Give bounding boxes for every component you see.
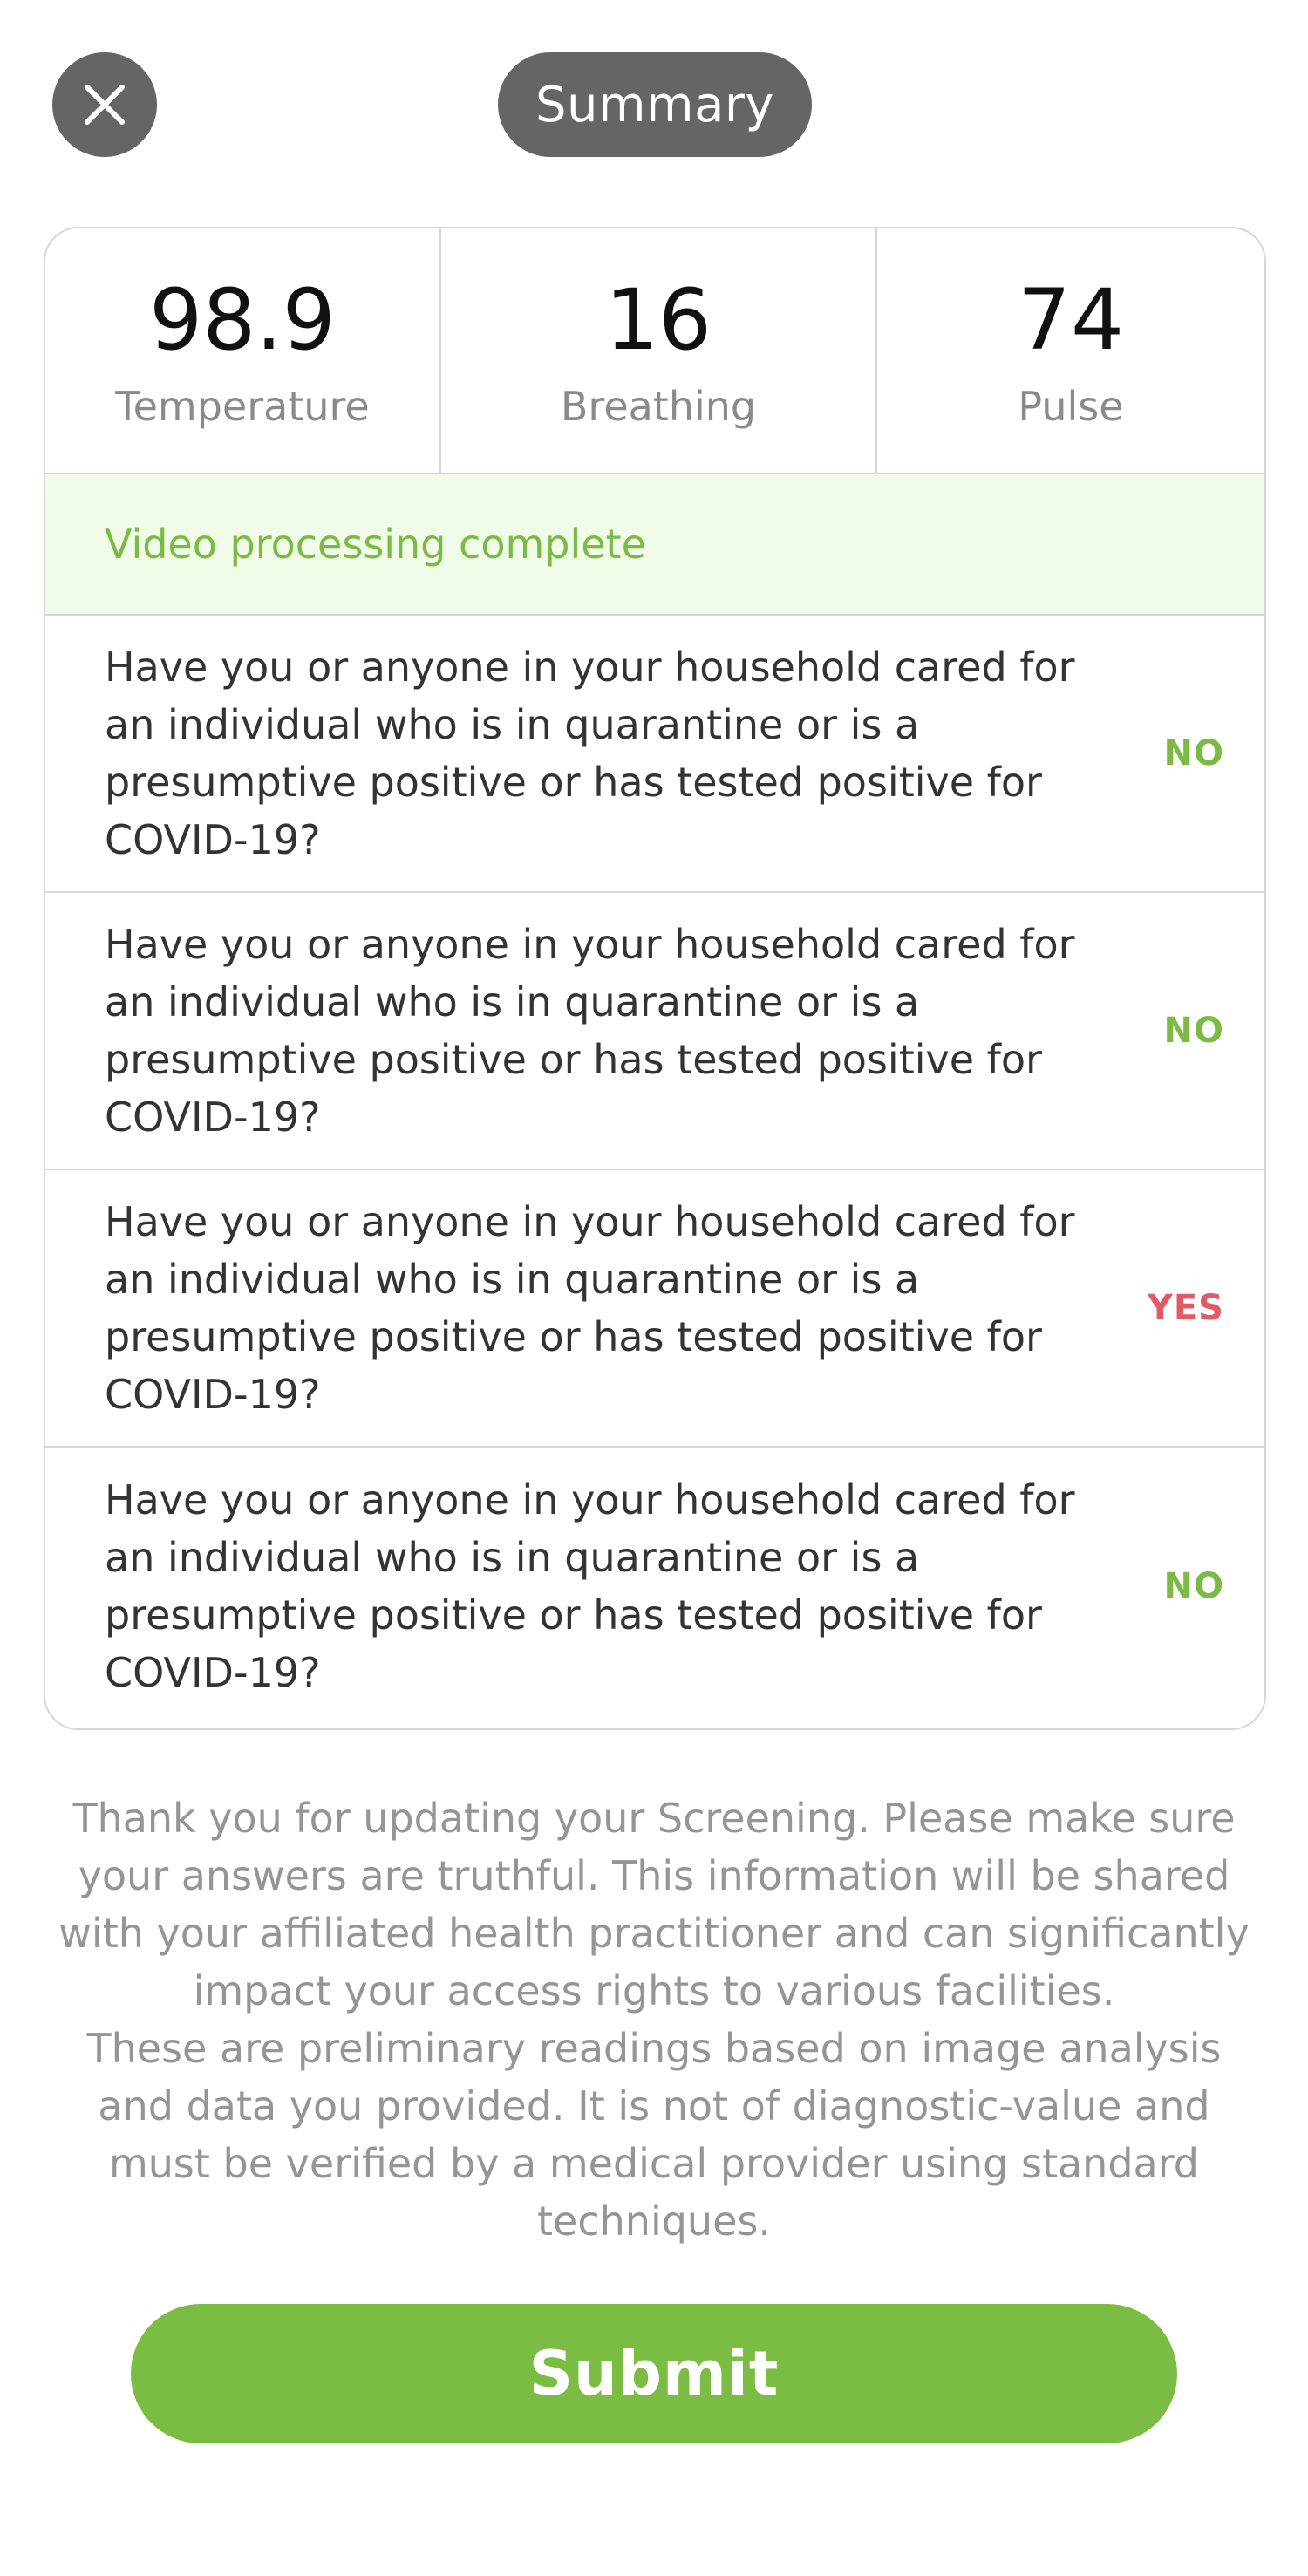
summary-title: Summary bbox=[498, 52, 812, 157]
vital-label: Pulse bbox=[1018, 383, 1124, 430]
close-icon bbox=[82, 82, 127, 127]
vital-breathing bbox=[439, 228, 875, 473]
question-row bbox=[45, 616, 1264, 893]
answer-label: NO bbox=[1163, 1566, 1224, 1606]
vital-value: 98.9 bbox=[149, 271, 336, 369]
question-row bbox=[45, 1170, 1264, 1448]
disclaimer-paragraph: These are preliminary readings based on image analysis and data you provided. It is not of diagnostic-value and must be verified by a medical provider using standard techniques. bbox=[86, 2025, 1222, 2245]
close-button[interactable] bbox=[52, 52, 157, 157]
question-text: Have you or anyone in your household cared for an individual who is in quarantine or is a presumptive positive or has tested positive for COVID-19? bbox=[105, 1476, 1075, 1696]
vital-value: 16 bbox=[604, 271, 712, 369]
vital-pulse bbox=[875, 228, 1264, 473]
status-banner: Video processing complete bbox=[45, 474, 1264, 616]
vital-value: 74 bbox=[1017, 271, 1125, 369]
question-text: Have you or anyone in your household cared for an individual who is in quarantine or is a presumptive positive or has tested positive for COVID-19? bbox=[105, 1198, 1075, 1418]
question-row bbox=[45, 1448, 1264, 1725]
summary-card bbox=[44, 227, 1266, 1730]
disclaimer bbox=[52, 1789, 1256, 2250]
question-text: Have you or anyone in your household cared for an individual who is in quarantine or is a presumptive positive or has tested positive for COVID-19? bbox=[105, 644, 1075, 863]
vital-label: Temperature bbox=[115, 383, 370, 430]
question-text: Have you or anyone in your household cared for an individual who is in quarantine or is a presumptive positive or has tested positive for COVID-19? bbox=[105, 921, 1075, 1141]
disclaimer-paragraph: Thank you for updating your Screening. Please make sure your answers are truthful. This information will be shared with your affiliated health practitioner and can significantly impact your access rights to various facilities. bbox=[58, 1795, 1250, 2014]
question-row bbox=[45, 893, 1264, 1170]
answer-label: NO bbox=[1163, 1011, 1224, 1051]
answer-label: NO bbox=[1163, 733, 1224, 773]
vital-label: Breathing bbox=[560, 383, 757, 430]
vital-temperature bbox=[45, 228, 439, 473]
submit-button[interactable]: Submit bbox=[131, 2304, 1177, 2443]
answer-label: YES bbox=[1147, 1288, 1224, 1328]
vitals-row bbox=[45, 228, 1264, 474]
